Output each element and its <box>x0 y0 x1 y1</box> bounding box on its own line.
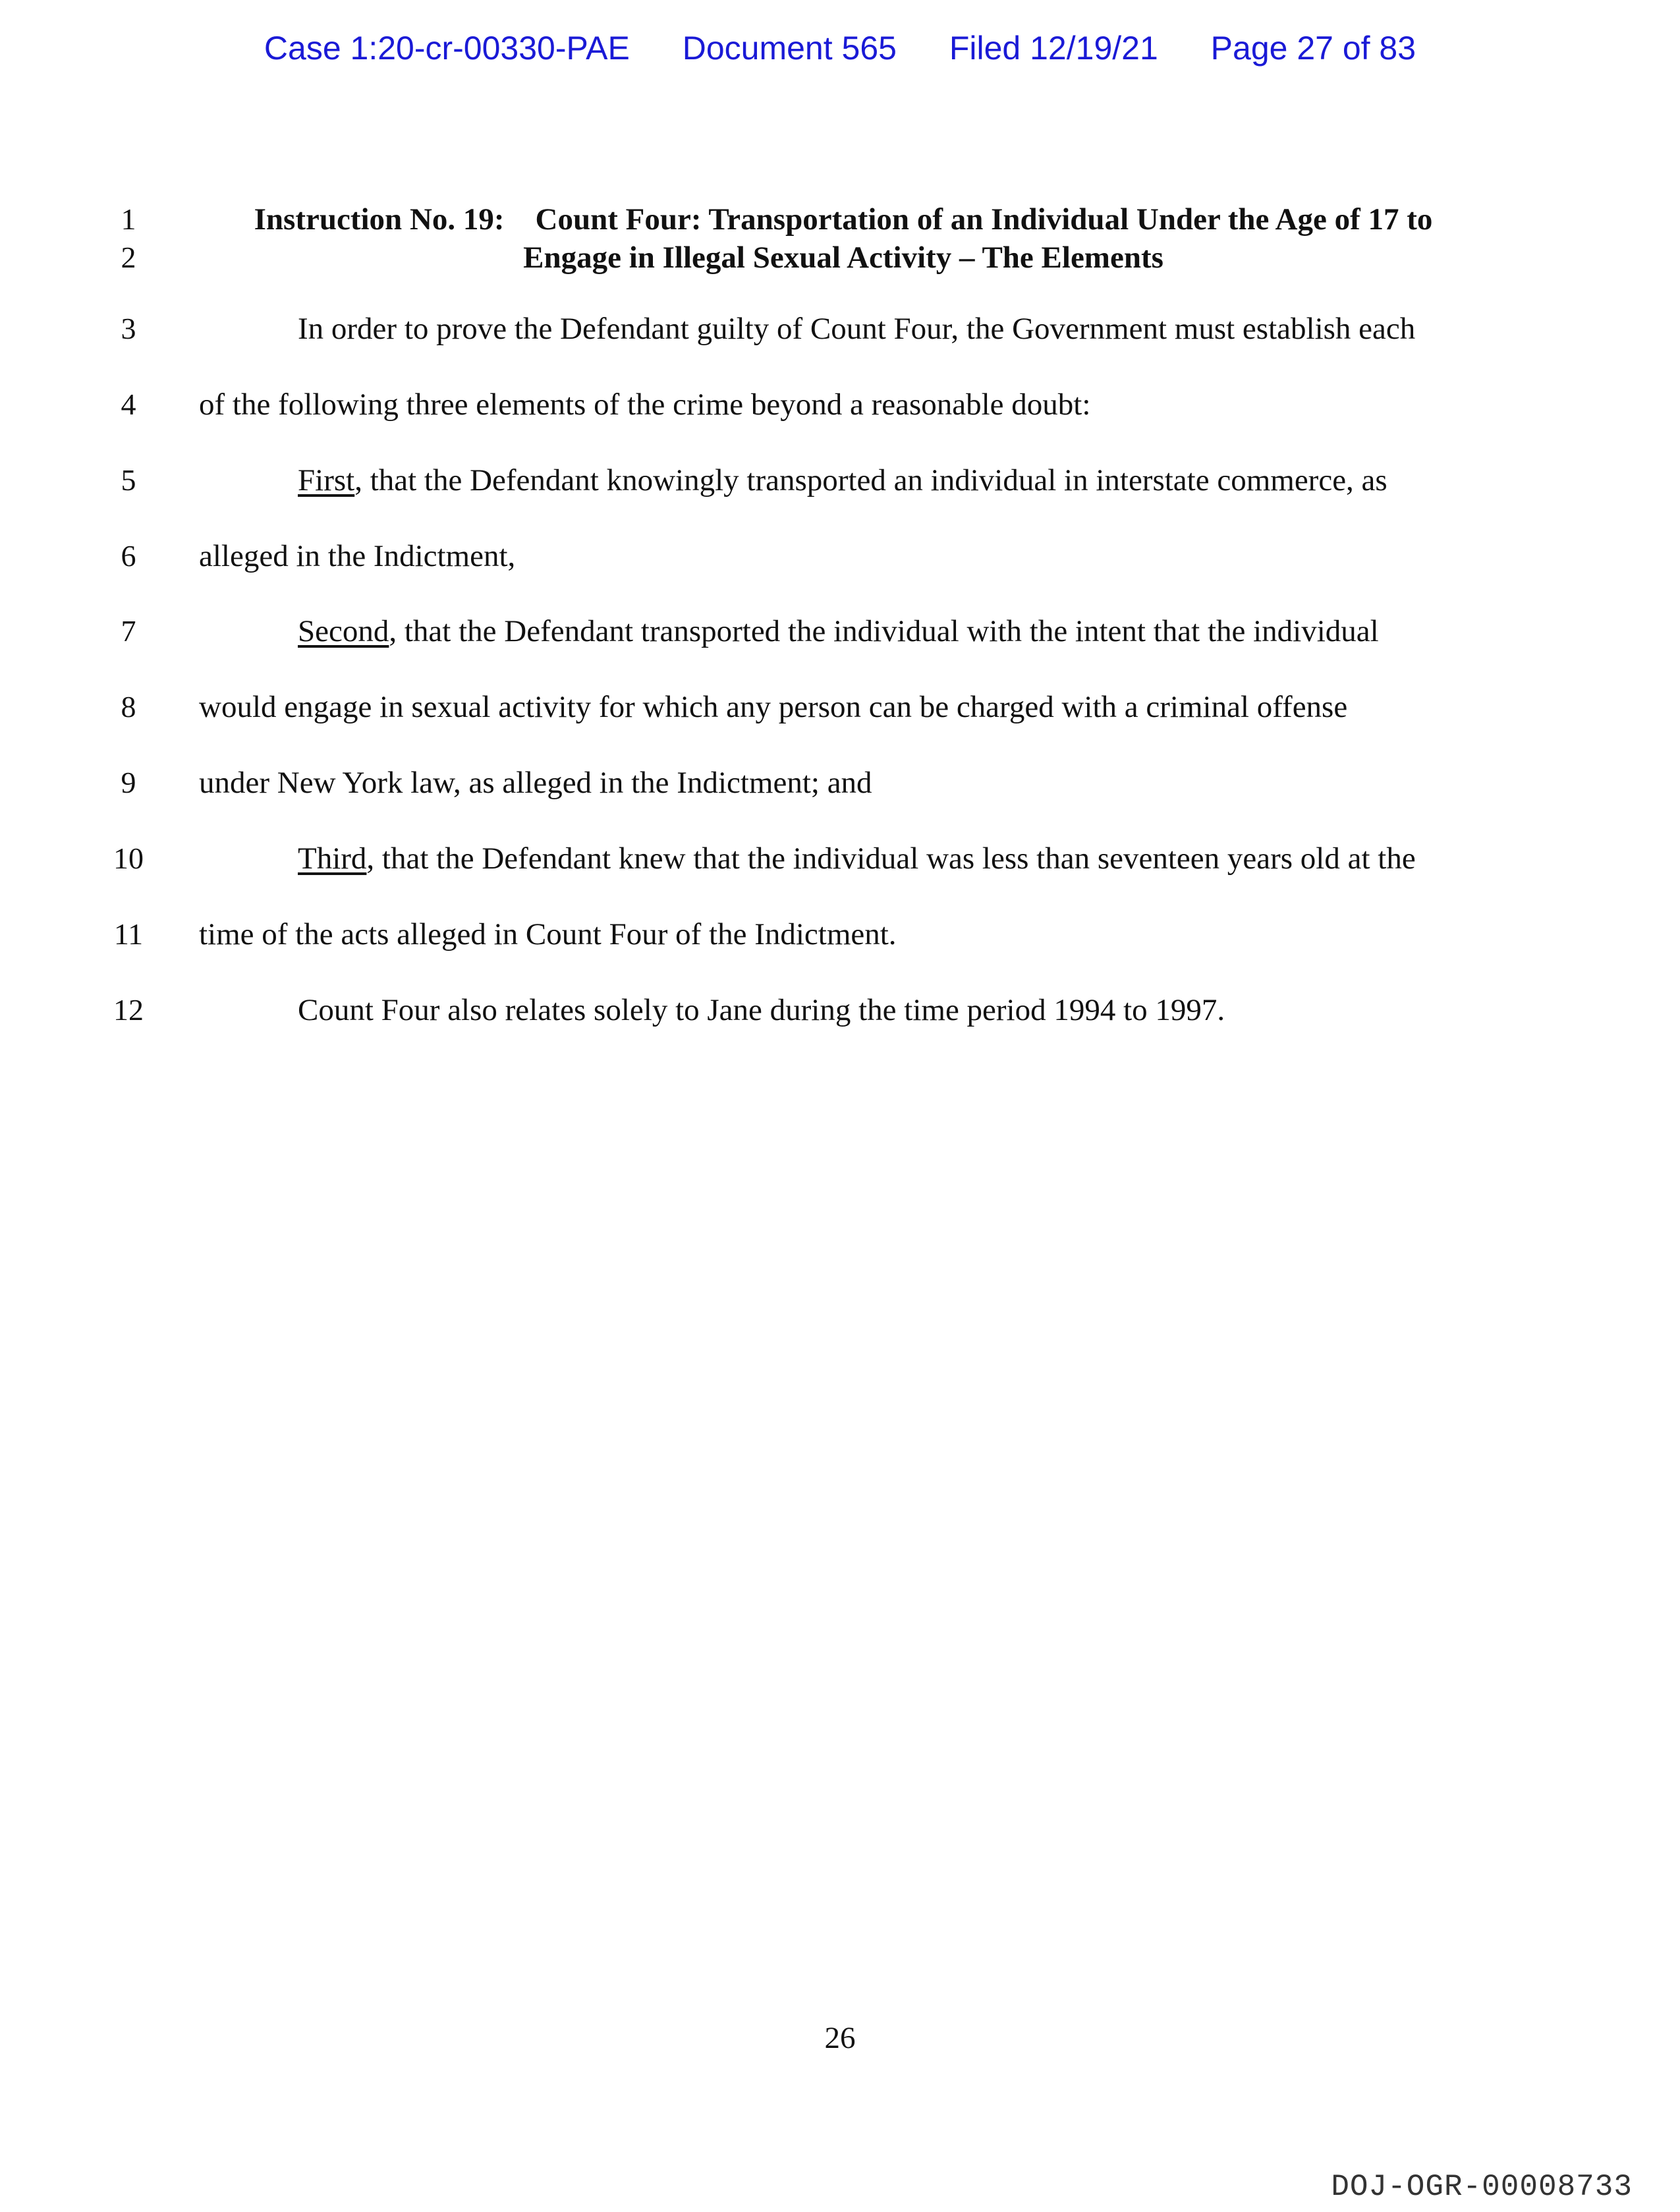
line-number: 10 <box>113 841 144 875</box>
ecf-header-stamp <box>0 29 1680 67</box>
body-line-8: would engage in sexual activity for which any person can be charged with a criminal offense <box>199 690 1348 724</box>
line-number: 12 <box>113 993 144 1027</box>
element-text-first: , that the Defendant knowingly transported an individual in interstate commerce, as <box>354 463 1387 497</box>
body-line-5 <box>298 461 1387 499</box>
line-number: 8 <box>121 690 136 723</box>
line-number: 2 <box>121 241 136 274</box>
line-number: 7 <box>121 614 136 648</box>
line-number: 1 <box>121 202 136 236</box>
page-of-total: Page 27 of 83 <box>1210 30 1416 67</box>
instruction-heading-line-2: Engage in Illegal Sexual Activity – The Elements <box>523 241 1163 275</box>
body-line-10 <box>298 839 1416 878</box>
body-line-12: Count Four also relates solely to Jane during the time period 1994 to 1997. <box>298 993 1225 1027</box>
body-line-9: under New York law, as alleged in the Indictment; and <box>199 766 872 800</box>
body-line-4: of the following three elements of the crime beyond a reasonable doubt: <box>199 387 1091 422</box>
line-number: 5 <box>121 463 136 497</box>
case-number: Case 1:20-cr-00330-PAE <box>264 30 630 67</box>
body-line-3: In order to prove the Defendant guilty of Count Four, the Government must establish each <box>298 312 1416 346</box>
line-number: 9 <box>121 766 136 799</box>
page-number: 26 <box>824 2021 856 2055</box>
element-label-first: First <box>298 463 355 497</box>
element-label-third: Third <box>298 841 367 876</box>
body-line-7 <box>298 612 1379 650</box>
line-number: 4 <box>121 387 136 421</box>
element-text-second: , that the Defendant transported the individual with the intent that the individual <box>389 614 1379 648</box>
line-number: 6 <box>121 539 136 573</box>
element-label-second: Second <box>298 614 389 648</box>
filed-date: Filed 12/19/21 <box>949 30 1158 67</box>
body-line-6: alleged in the Indictment, <box>199 539 516 573</box>
bates-number: DOJ-OGR-00008733 <box>1331 2170 1633 2204</box>
instruction-heading-line-1: Instruction No. 19: Count Four: Transportation of an Individual Under the Age of 17 to <box>254 202 1433 237</box>
body-line-11: time of the acts alleged in Count Four of the Indictment. <box>199 917 897 951</box>
line-number: 11 <box>113 917 144 951</box>
line-number: 3 <box>121 312 136 345</box>
document-number: Document 565 <box>682 30 897 67</box>
element-text-third: , that the Defendant knew that the individual was less than seventeen years old at the <box>366 841 1416 876</box>
